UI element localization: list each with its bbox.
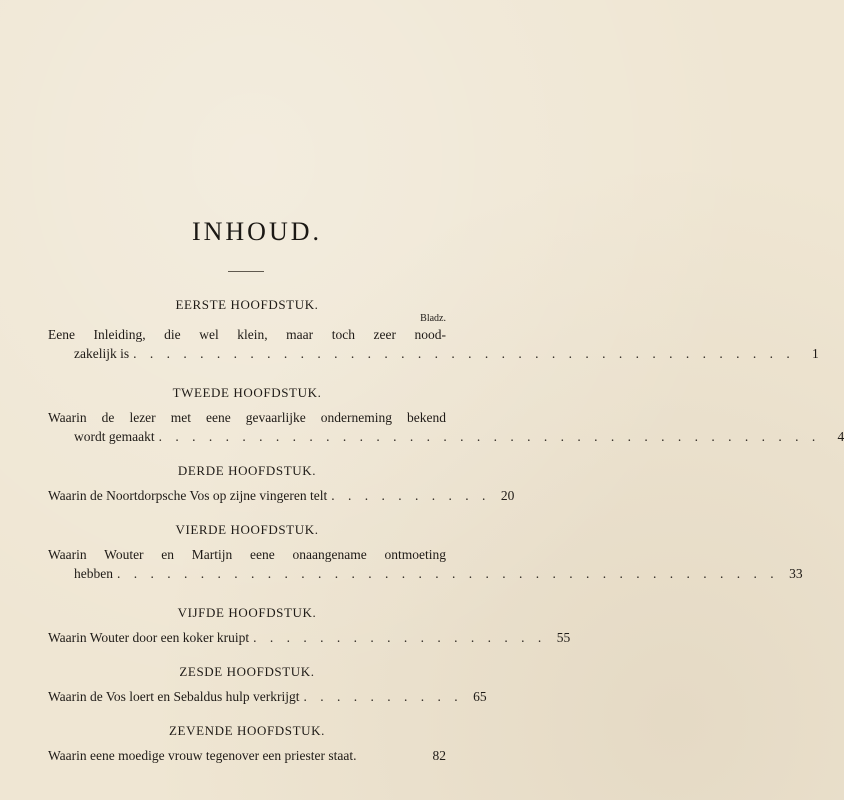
toc-entry — [48, 687, 487, 706]
chapter-heading: ZEVENDE HOOFDSTUK. — [169, 723, 325, 738]
dot-leader: . . . . . . . . . . — [303, 689, 463, 704]
page-number: 20 — [500, 488, 515, 503]
chapter-heading: TWEEDE HOOFDSTUK. — [172, 385, 322, 400]
page-number: 82 — [432, 748, 446, 763]
entry-last-line — [48, 486, 515, 505]
page-number: 65 — [473, 689, 487, 704]
entry-title-continuation: hebben — [74, 566, 113, 581]
chapter-heading: VIERDE HOOFDSTUK. — [175, 522, 319, 537]
page-title: INHOUD. — [191, 217, 323, 246]
toc-entry — [48, 486, 515, 505]
toc-entry — [48, 628, 571, 647]
entry-last-line — [48, 628, 571, 647]
page-number: 55 — [556, 630, 571, 645]
entry-title-line: Eene Inleiding, die wel klein, maar toch zeer nood- — [48, 327, 446, 342]
dot-leader: . . . . . . . . . . . . . . . . . . . . . . . . . . . . . . . . . . . . . . . . — [116, 566, 779, 581]
toc-entry — [48, 325, 819, 363]
entry-title-line: Waarin de Noortdorpsche Vos op zijne vingeren telt — [48, 488, 328, 503]
entry-last-line — [48, 427, 844, 446]
entry-title-line: Waarin de Vos loert en Sebaldus hulp verkrijgt — [48, 689, 300, 704]
toc-entry — [48, 545, 803, 583]
page-number: 1 — [811, 346, 819, 361]
chapter-heading: VIJFDE HOOFDSTUK. — [177, 605, 317, 620]
entry-title-line: Waarin Wouter door een koker kruipt — [48, 630, 250, 645]
entry-title-line: Waarin de lezer met eene gevaarlijke onderneming bekend — [48, 410, 446, 425]
page-number: 4 — [837, 429, 844, 444]
entry-title-continuation: zakelijk is — [74, 346, 130, 361]
chapter-heading: DERDE HOOFDSTUK. — [177, 463, 317, 478]
entry-title-continuation: wordt gemaakt — [74, 429, 155, 444]
entry-last-line — [48, 687, 487, 706]
dot-leader: . . . . . . . . . . . . . . . . . . . . . . . . . . . . . . . . . . . . . . . . — [133, 346, 795, 361]
entry-title-line: Waarin Wouter en Martijn eene onaangename ontmoeting — [48, 547, 446, 562]
dot-leader: . . . . . . . . . . . . . . . . . . — [253, 630, 547, 645]
page-number: 33 — [789, 566, 803, 581]
entry-last-line — [48, 564, 803, 583]
entry-title-line: Waarin eene moedige vrouw tegenover een priester staat. — [48, 748, 357, 763]
chapter-heading: EERSTE HOOFDSTUK. — [175, 297, 319, 312]
chapter-heading: ZESDE HOOFDSTUK. — [179, 664, 315, 679]
toc-entry — [48, 408, 844, 446]
table-of-contents — [48, 296, 844, 765]
entry-last-line — [48, 344, 819, 363]
toc-entry — [48, 746, 446, 765]
dot-leader: . . . . . . . . . . . . . . . . . . . . . . . . . . . . . . . . . . . . . . . . — [158, 429, 821, 444]
entry-last-line — [48, 746, 446, 765]
dot-leader: . . . . . . . . . . — [331, 488, 491, 503]
page-column-label: Bladz. — [420, 313, 446, 324]
title-rule — [228, 271, 264, 272]
